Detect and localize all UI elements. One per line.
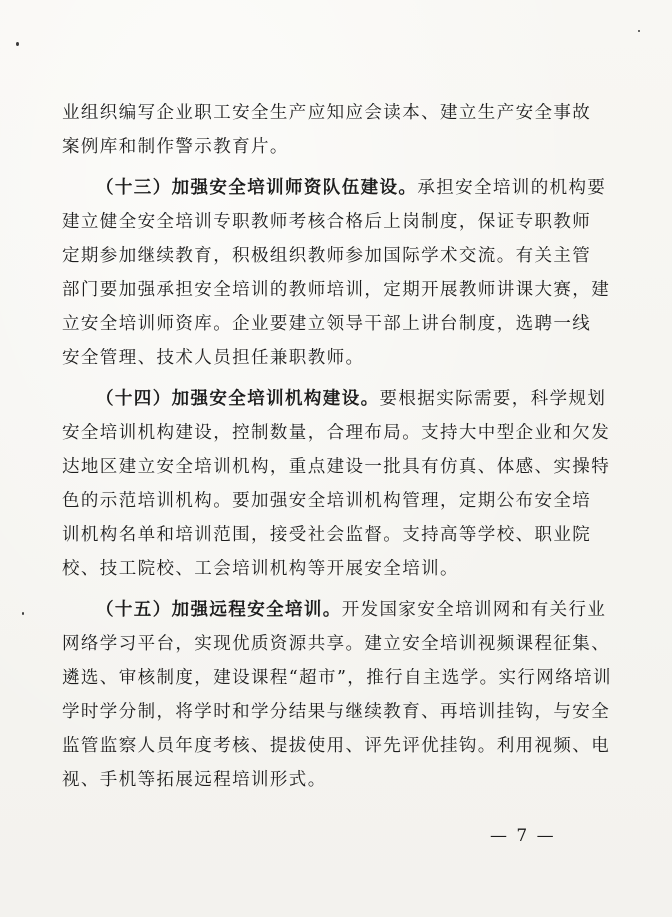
paragraph-section-14	[62, 382, 614, 586]
text-run: 开发国家安全培训网和有关行业	[341, 600, 607, 620]
text-run: 要根据实际需要，科学规划	[379, 389, 607, 409]
text-line: 建立健全安全培训专职教师考核合格后上岗制度，保证专职教师	[62, 212, 592, 232]
text-line: 校、技工院校、工会培训机构等开展安全培训。	[62, 559, 459, 579]
section-heading: （十三）加强安全培训师资队伍建设。	[96, 178, 418, 198]
paragraph-section-15	[62, 593, 614, 797]
paragraph-continuation	[62, 96, 614, 164]
paragraph-section-13	[62, 171, 614, 375]
text-line: 色的示范培训机构。要加强安全培训机构管理，定期公布安全培	[62, 491, 592, 511]
text-line: 监管监察人员年度考核、提拔使用、评先评优挂钩。利用视频、电	[62, 736, 611, 756]
text-line: 达地区建立安全培训机构，重点建设一批具有仿真、体感、实操特	[62, 457, 611, 477]
text-line: 业组织编写企业职工安全生产应知应会读本、建立生产安全事故	[62, 103, 592, 123]
paragraph-first-line	[62, 382, 614, 416]
paragraph-first-line	[62, 171, 614, 205]
text-line: 安全管理、技术人员担任兼职教师。	[62, 348, 365, 368]
text-line: 遴选、审核制度，建设课程“超市”，推行自主选学。实行网络培训	[62, 668, 612, 688]
scan-speck	[22, 612, 24, 615]
text-run: 承担安全培训的机构要	[417, 178, 607, 198]
text-line: 部门要加强承担安全培训的教师培训，定期开展教师讲课大赛，建	[62, 280, 611, 300]
text-line: 安全培训机构建设，控制数量，合理布局。支持大中型企业和欠发	[62, 423, 611, 443]
text-line: 案例库和制作警示教育片。	[62, 137, 289, 157]
text-line: 定期参加继续教育，积极组织教师参加国际学术交流。有关主管	[62, 246, 592, 266]
text-line: 视、手机等拓展远程培训形式。	[62, 770, 327, 790]
text-line: 立安全培训师资库。企业要建立领导干部上讲台制度，选聘一线	[62, 314, 592, 334]
text-line: 学时学分制，将学时和学分结果与继续教育、再培训挂钩，与安全	[62, 702, 611, 722]
text-line: 网络学习平台，实现优质资源共享。建立安全培训视频课程征集、	[62, 634, 611, 654]
section-heading: （十四）加强安全培训机构建设。	[96, 389, 380, 409]
document-body	[62, 96, 614, 797]
text-line: 训机构名单和培训范围，接受社会监督。支持高等学校、职业院	[62, 525, 592, 545]
paragraph-first-line	[62, 593, 614, 627]
scan-speck	[16, 42, 19, 46]
page-number: — 7 —	[490, 826, 556, 846]
section-heading: （十五）加强远程安全培训。	[96, 600, 342, 620]
scan-speck	[638, 30, 640, 32]
